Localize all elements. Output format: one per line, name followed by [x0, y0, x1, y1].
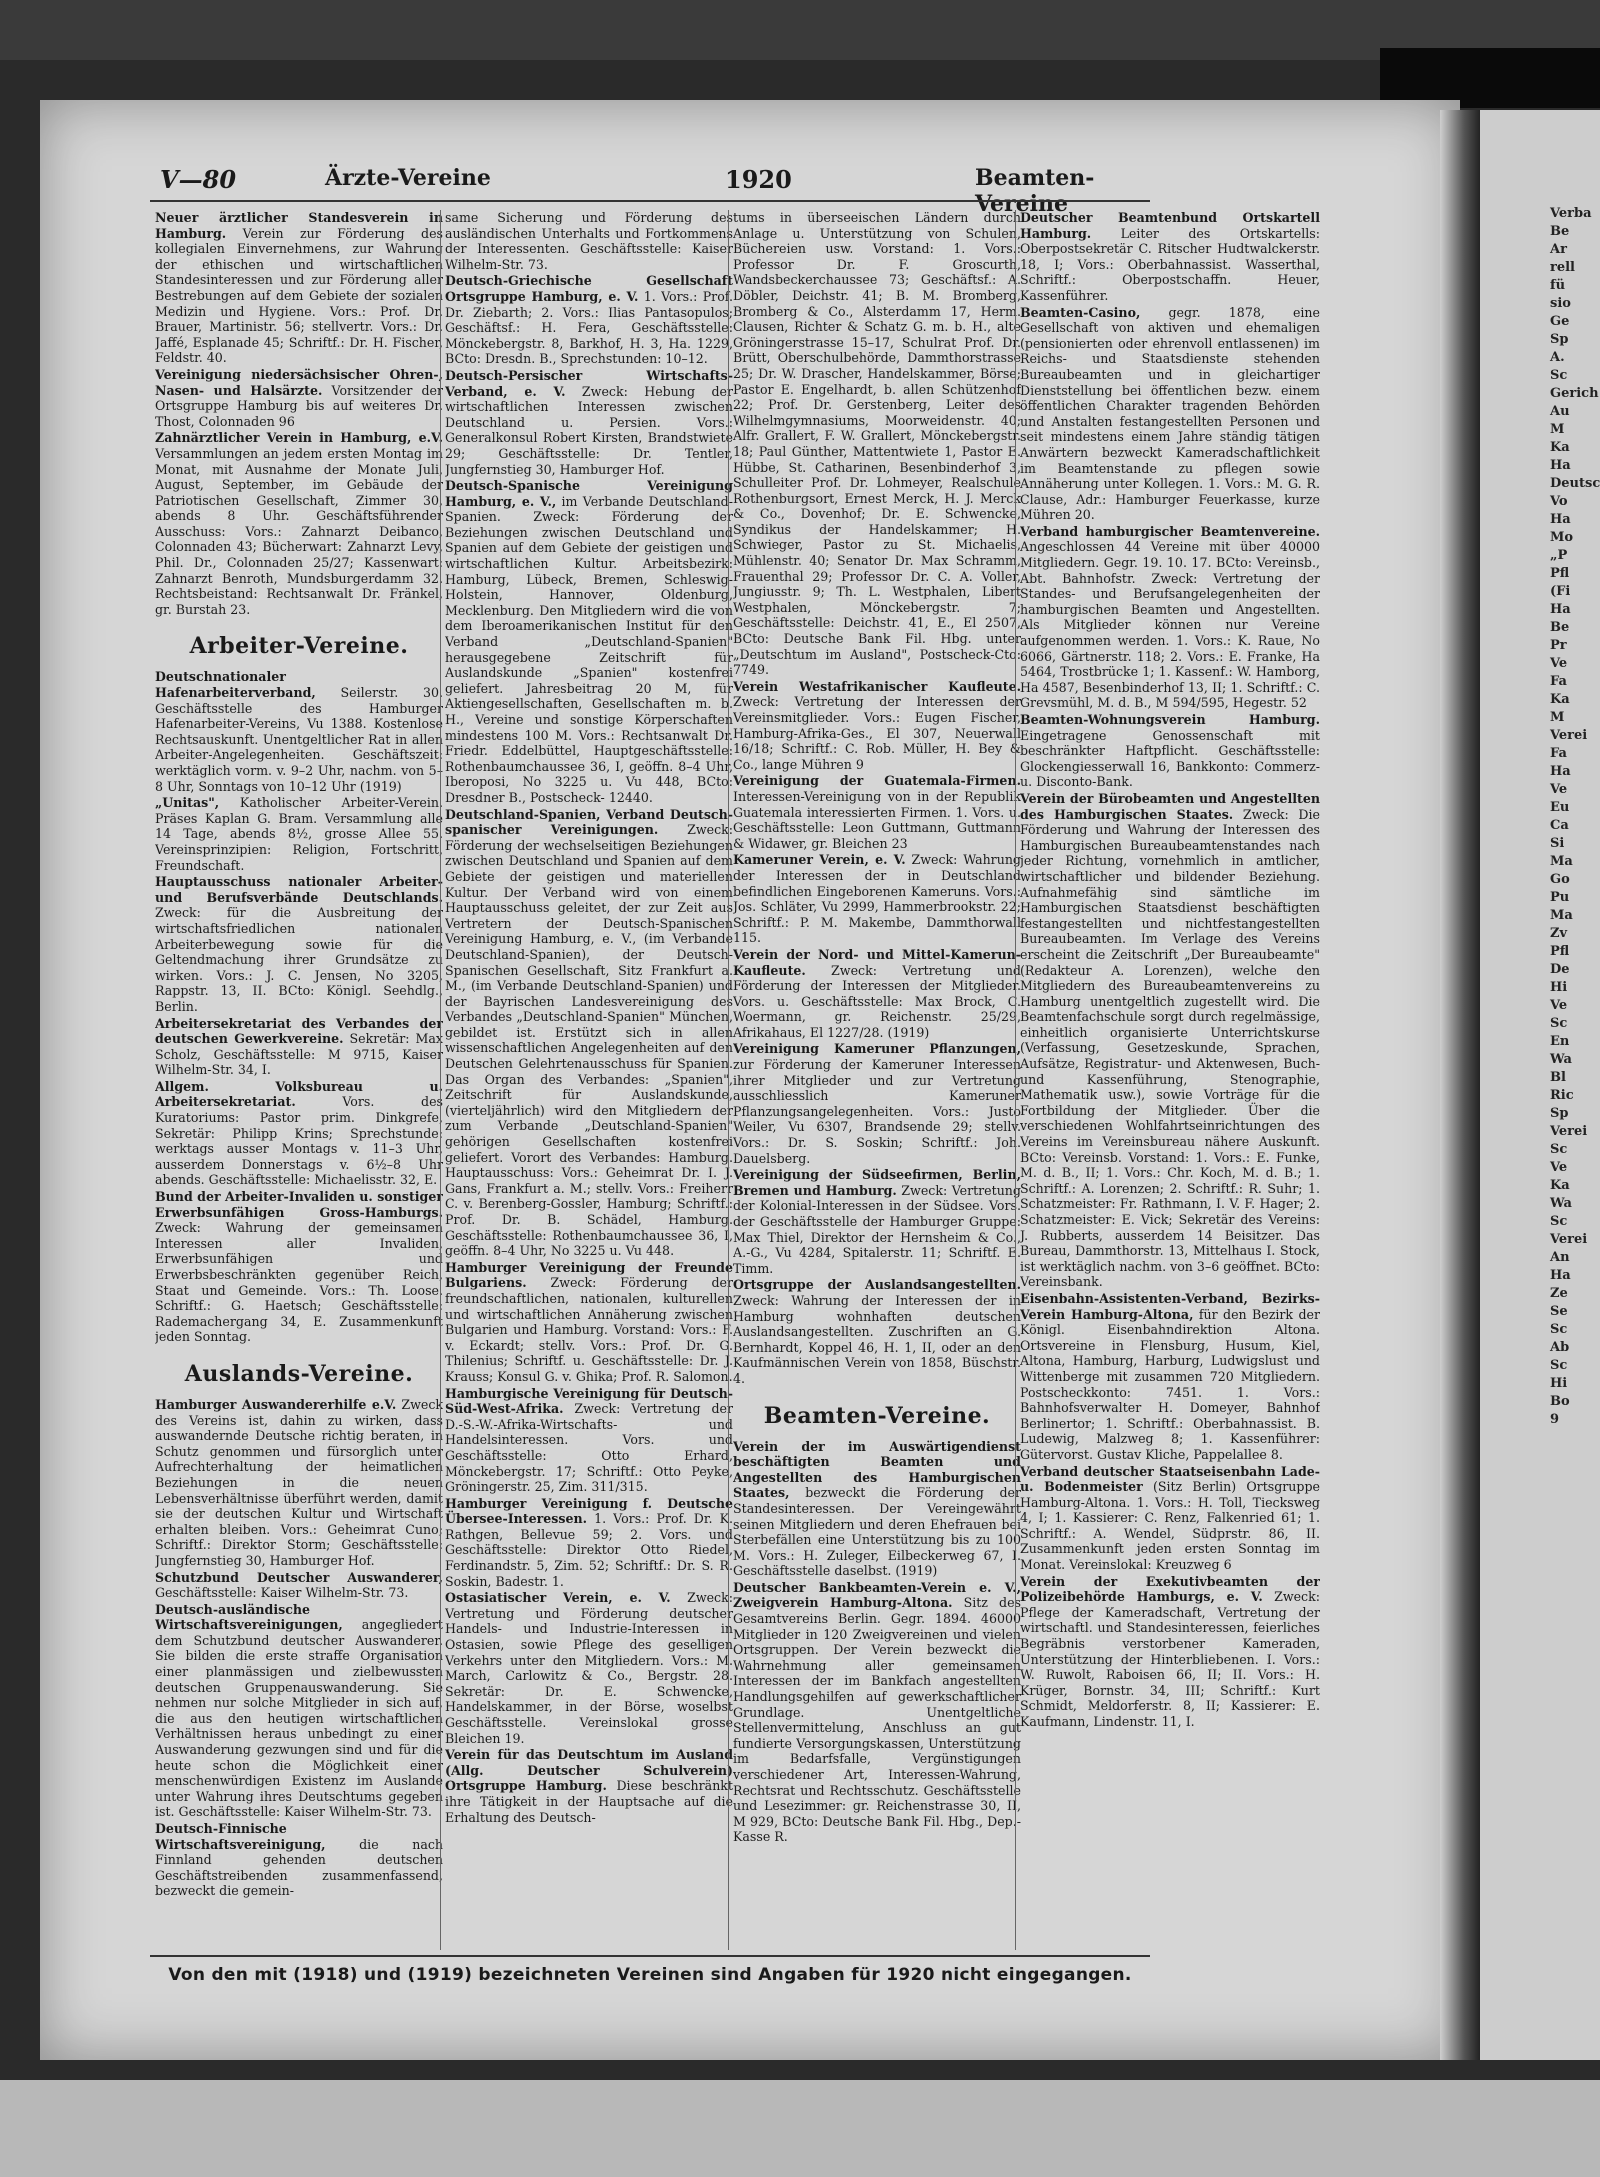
directory-entry — [155, 1821, 443, 1899]
directory-entry — [733, 1580, 1021, 1845]
entry-name: Hamburgische Vereinigung für Deutsch-Süd-West-Afrika. — [445, 1385, 733, 1417]
directory-entry — [1020, 305, 1320, 523]
entry-text: Sitz des Gesamtvereins Berlin. Gegr. 1894. 46000 Mitglieder in 120 Zweigvereinen und vielen Ortsgruppen. Der Verein bezweckt die Wahrnehmung aller gemeinsamen Interessen der im Bankfach angestellten Handlungsgehilfen auf gewerkschaftlicher Grundlage. Unentgeltliche Stellenvermittelung, Anschluss an gut fundierte Versorgungskassen, Unterstützung im Bedarfsfalle, Vergünstigungen verschiedener Art, Interessen-Wahrung, Rechtsrat und Rechtsschutz. Geschäftsstelle und Lesezimmer: gr. Reichenstrasse 30, II, M 929, BCto: Deutsche Bank Fil. Hbg., Dep.-Kasse R. — [733, 1595, 1021, 1845]
entry-name: Vereinigung Kameruner Pflanzungen, — [733, 1041, 1021, 1057]
header-rule — [150, 200, 1150, 202]
entry-text: Zweck: Vertretung und Förderung deutscher Handels- und Industrie-Interessen in Ostasien, sowie Pflege des geselligen Verkehrs unter den Mitgliedern. Vors.: M. March, Carlowitz & Co., Bergstr. 28. Sekretär: Dr. E. Schwencke, Handelskammer, in der Börse, woselbst Geschäftsstelle. Vereinslokal grosse Bleichen 19. — [445, 1590, 733, 1746]
directory-entry — [1020, 1574, 1320, 1730]
directory-entry — [1020, 210, 1320, 304]
scan-dark-corner — [1380, 48, 1600, 108]
entry-name: Eisenbahn-Assistenten-Verband, Bezirks-Verein Hamburg-Altona, — [1020, 1290, 1320, 1322]
year-heading: 1920 — [725, 165, 792, 194]
directory-entry — [445, 273, 733, 367]
directory-entry — [445, 1590, 733, 1746]
entry-text: Diese beschränkt ihre Tätigkeit in der Hauptsache auf die Erhaltung des Deutsch- — [445, 1778, 733, 1825]
entry-text: gegr. 1878, eine Gesellschaft von aktiven und ehemaligen (pensionierten oder ehrenvoll entlassenen) im Reichs- und Staatsdienste stehenden Bureaubeamten und in gleichartiger Dienststellung bei öffentlichen bezw. einem öffentlichen Charakter tragenden Behörden und Anstalten festangestellten Personen und seit mindestens einem Jahre ständig tätigen Anwärtern bezweckt Kameradschaftlichkeit im Beamtenstande zu pflegen sowie Annäherung unter Kollegen. 1. Vors.: M. G. R. Clause, Adr.: Hamburger Feuerkasse, kurze Mühren 20. — [1020, 304, 1320, 523]
directory-entry — [445, 807, 733, 1259]
entry-name: Verein der im Auswärtigendienst beschäftigten Beamten und Angestellten des Hamburgischen Staates, — [733, 1438, 1021, 1501]
directory-entry — [155, 1602, 443, 1820]
entry-text: Zweck: für die Ausbreitung der wirtschaftsfriedlichen nationalen Arbeiterbewegung sowie für die Geltendmachung ihrer Grundsätze zu wirken. Vors.: J. C. Jensen, No 3205, Rappstr. 13, II. BCto: Königl. Seehdlg., Berlin. — [155, 905, 443, 1014]
directory-entry — [445, 210, 733, 272]
entry-text: Zweck: Vertretung der D.-S.-W.-Afrika-Wirtschafts- und Handelsinteressen. Vors. und Geschäftsstelle: Otto Erhard, Mönckebergstr. 17; Schriftf.: Otto Peyke, Gröningerstr. 25, Zim. 311/315. — [445, 1401, 733, 1495]
entry-name: Vereinigung niedersächsischer Ohren-, Nasen- und Halsärzte. — [155, 366, 443, 398]
book-gutter — [1440, 110, 1480, 2060]
entry-name: Hamburger Vereinigung f. Deutsche Übersee-Interessen. — [445, 1495, 733, 1527]
entry-name: Deutsch-Persischer Wirtschafts-Verband, e. V. — [445, 367, 733, 399]
entry-name: Deutsch-Spanische Vereinigung Hamburg, e. V., — [445, 478, 733, 509]
scan-background-bottom — [0, 2080, 1600, 2177]
directory-entry — [1020, 524, 1320, 711]
directory-entry — [733, 679, 1021, 773]
directory-entry — [155, 367, 443, 429]
entry-text: Leiter des Ortskartells: Oberpostsekretär C. Ritscher Hudtwalckerstr. 18, I; Vors.: Oberbahnassist. Wasserthal, Schriftf.: Oberpostschaffn. Heuer, Kassenführer. — [1020, 225, 1320, 303]
directory-entry — [1020, 1291, 1320, 1463]
entry-text: Zweck des Vereins ist, dahin zu wirken, dass auswandernde Deutsche richtig beraten, in Schutz genommen und fürsorglich unter Aufrechterhaltung der heimatlichen Beziehungen in die neuen Lebensverhältnisse überführt werden, damit sie der deutschen Kultur und Wirtschaft erhalten bleiben. Vors.: Geheimrat Cuno; Schriftf.: Direktor Storm; Geschäftsstelle: Jungfernstieg 30, Hamburger Hof. — [155, 1396, 443, 1568]
entry-text: (Sitz Berlin) Ortsgruppe Hamburg-Altona. 1. Vors.: H. Toll, Tiecksweg 4, I; 1. Kassierer: C. Renz, Falkenried 61; 1. Schriftf.: A. Wendel, Südprstr. 86, II. Zusammenkunft jeden ersten Sonntag im Monat. Vereinslokal: Kreuzweg 6 — [1020, 1479, 1320, 1573]
left-running-title: Ärzte-Vereine — [325, 165, 491, 191]
entry-name: Hamburger Auswandererhilfe e.V. — [155, 1396, 397, 1412]
right-running-title: Beamten-Vereine — [975, 165, 1095, 217]
entry-text: Zweck: Vertretung der Interessen der Vereinsmitglieder. Vors.: Eugen Fischer, Hamburg-Afrika-Ges., El 307, Neuerwall 16/18; Schriftf.: C. Rob. Müller, H. Bey & Co., lange Mühren 9 — [733, 694, 1021, 772]
directory-entry — [155, 1189, 443, 1345]
column-2 — [445, 210, 733, 1955]
entry-text: 1. Vors.: Prof. Dr. K. Rathgen, Bellevue 59; 2. Vors. und Geschäftsstelle: Direktor Otto Riedel, Ferdinandstr. 5, Zim. 52; Schriftf.: Dr. S. R. Soskin, Badestr. 1. — [445, 1511, 733, 1589]
directory-entry — [155, 430, 443, 617]
entry-name: Verein der Bürobeamten und Angestellten des Hamburgischen Staates. — [1020, 790, 1320, 822]
directory-entry — [155, 669, 443, 794]
entry-name: Deutsch-ausländische Wirtschaftsvereinigungen, — [155, 1601, 343, 1633]
page-header — [150, 165, 1150, 217]
entry-text: Vors. des Kuratoriums: Pastor prim. Dinkgrefe, Sekretär: Philipp Krins; Sprechstunde: werktags ausser Montags v. 11–3 Uhr, ausserdem Donnerstags v. 6½–8 Uhr abends. Geschäftsstelle: Michaelisstr. 32, E. — [155, 1094, 443, 1188]
directory-entry — [733, 773, 1021, 851]
entry-text: die nach Finnland gehenden deutschen Geschäftstreibenden zusammenfassend, bezweckt die gemein- — [155, 1836, 443, 1899]
entry-name: Deutschland-Spanien, Verband Deutsch-spanischer Vereinigungen. — [445, 806, 733, 838]
entry-name: Verein Westafrikanischer Kaufleute. — [733, 678, 1021, 694]
directory-entry — [1020, 712, 1320, 790]
directory-entry — [445, 1260, 733, 1385]
column-divider — [1015, 210, 1016, 1950]
section-heading: Arbeiter-Vereine. — [189, 633, 409, 660]
entry-text: Zweck: Hebung der wirtschaftlichen Interessen zwischen Deutschland u. Persien. Vors.: Generalkonsul Robert Kirsten, Brandstwiete 29; Geschäftsstelle: Dr. Tentler, Jungfernstieg 30, Hamburger Hof. — [445, 383, 733, 477]
entry-name: Vereinigung der Südseefirmen, Berlin, Bremen und Hamburg. — [733, 1167, 1021, 1198]
entry-text: Zweck: Die Förderung und Wahrung der Interessen des Hamburgischen Bureaubeamtenstandes nach jeder Richtung, vornehmlich in amtlicher, wirtschaftlicher und bildender Beziehung. Aufnahmefähig sind sämtliche im Hamburgischen Staatsdienst beschäftigten festangestellten und nichtfestangestellten Bureaubeamten. Im Verlage des Vereins erscheint die Zeitschrift „Der Bureaubeamte" (Redakteur A. Lorenzen), welche den Mitgliedern des Bureaubeamtenvereins zu Hamburg unentgeltlich zugestellt wird. Die Beamtenfachschule sorgt durch regelmässige, einheitlich organisierte Unterrichtskurse (Verfassung, Gesetzeskunde, Sprachen, Aufsätze, Registratur- und Aktenwesen, Buch- und Kassenführung, Stenographie, Mathematik usw.), sowie Vorträge für die Fortbildung der Mitglieder. Über die verschiedenen Wohlfahrtseinrichtungen des Vereins im Vereinsbureau nähere Auskunft. BCto: Vereinsb. Vorstand: 1. Vors.: E. Funke, M. d. B., II; 1. Vors.: Chr. Koch, M. d. B.; 1. Schriftf.: A. Lorenzen; 2. Schriftf.: R. Suhr; 1. Schatzmeister: Fr. Rathmann, I. V. F. Hager; 2. Schatzmeister: E. Vick; Sekretär des Vereins: J. Rubberts, ausserdem 14 Beisitzer. Das Bureau, Dammthorstr. 13, Mittelhaus I. Stock, ist werktäglich nachm. von 3–6 geöffnet. BCto: Vereinsbank. — [1020, 806, 1320, 1290]
entry-text: Zweck: Wahrung der Interessen der in Hamburg wohnhaften deutschen Auslandsangestellten. Zuschriften an G. Bernhardt, Koppel 46, H. 1, II, oder an den Kaufmännischen Verein von 1858, Büschstr. 4. — [733, 1292, 1021, 1386]
entry-text: Zweck: Förderung der wechselseitigen Beziehungen zwischen Deutschland und Spanien auf dem Gebiete der geistigen und materiellen Kultur. Der Verband wird von einem Hauptausschuss geleitet, der zur Zeit aus Vertretern der Deutsch-Spanischen Vereinigung Hamburg, e. V., (im Verbande Deutschland-Spanien), der Deutsch-Spanischen Gesellschaft, Sitz Frankfurt a. M., (im Verbande Deutschland-Spanien) und der Bayrischen Landesvereinigung des Verbandes „Deutschland-Spanien" München, gebildet ist. Erstützt sich in allen wissenschaftlichen Angelegenheiten auf den Deutschen Gelehrtenausschuss für Spanien. Das Organ des Verbandes: „Spanien", Zeitschrift für Auslandskunde, (vierteljährlich) wird den Mitgliedern der zum Verbande „Deutschland-Spanien" gehörigen Gesellschaften kostenfrei geliefert. Vorort des Verbandes: Hamburg. Hauptausschuss: Vors.: Geheimrat Dr. I. J. Gans, Frankfurt a. M.; stellv. Vors.: Freiherr C. v. Berenberg-Gossler, Hamburg; Schriftf.: Prof. Dr. B. Schädel, Hamburg. Geschäftsstelle: Rothenbaumchaussee 36, I, geöffn. 8–4 Uhr, No 3225 u. Vu 448. — [445, 822, 733, 1259]
entry-text: Zweck: Vertretung der Kolonial-Interessen in der Südsee. Vors. der Geschäftsstelle der Hamburger Gruppe: Max Thiel, Direktor der Hernsheim & Co., A.-G., Vu 4284, Spitalerstr. 11; Schriftf. E. Timm. — [733, 1182, 1021, 1276]
entry-name: Kameruner Verein, e. V. — [733, 852, 906, 868]
directory-entry — [733, 1439, 1021, 1579]
entry-name: Deutsch-Finnische Wirtschaftsvereinigung, — [155, 1821, 326, 1852]
directory-entry — [445, 1496, 733, 1590]
entry-text: Verein zur Förderung des kollegialen Einvernehmens, zur Wahrung der ethischen und wirtschaftlichen Standesinteressen und zur Förderung aller Bestrebungen auf dem Gebiete der sozialen Medizin und Hygiene. Vors.: Prof. Dr. Brauer, Martinistr. 56; stellvertr. Vors.: Dr. Jaffé, Esplanade 45; Schriftf.: Dr. H. Fischer, Feldstr. 40. — [155, 225, 443, 366]
footer-note: Von den mit (1918) und (1919) bezeichneten Vereinen sind Angaben für 1920 nicht eingegangen. — [168, 1965, 1132, 1985]
entry-text: tums in überseeischen Ländern durch Anlage u. Unterstützung von Schulen, Büchereien usw. Vorstand: 1. Vors.: Professor Dr. F. Groscurth, Wandsbeckerchaussee 73; Geschäftsf.: A. Döbler, Deichstr. 41; B. M. Bromberg, Bromberg & Co., Alsterdamm 17, Herm. Clausen, Richter & Schatz G. m. b. H., alte Gröningerstrasse 15–17, Schulrat Prof. Dr. Brütt, Oberschulbehörde, Dammthorstrasse 25; Dr. W. Drascher, Handelskammer, Börse; Pastor E. Engelhardt, b. allen Schützenhof 22; Prof. Dr. Gerstenberg, Leiter des Wilhelmgymnasiums, Moorweidenstr. 40; Alfr. Grallert, F. W. Grallert, Mönckebergstr. 18; Paul Günther, Mattentwiete 1, Pastor E. Hübbe, St. Catharinen, Besenbinderhof 3, Schulleiter Prof. Dr. Lohmeyer, Realschule Rothenburgsort, Ernest Merck, H. J. Merck & Co., Dovenhof; Dr. E. Schwencke, Syndikus der Handelskammer; H. Schwieger, Pastor zu St. Michaelis, Mühlenstr. 40; Senator Dr. Max Schramm, Frauenthal 29; Professor Dr. C. A. Voller, Jungiusstr. 9; Th. L. Westphalen, Libert Westphalen, Mönckebergstr. 7; Geschäftsstelle: Deichstr. 41, E., El 2507, BCto: Deutsche Bank Fil. Hbg. unter „Deutschtum im Ausland", Postscheck-Cto: 7749. — [733, 210, 1021, 678]
entry-name: Deutscher Beamtenbund Ortskartell Hamburg. — [1020, 210, 1320, 241]
directory-entry — [733, 947, 1021, 1041]
directory-entry — [155, 210, 443, 366]
entry-name: Neuer ärztlicher Standesverein in Hamburg. — [155, 210, 443, 241]
entry-name: „Unitas", — [155, 795, 220, 811]
page-number: V—80 — [160, 165, 237, 194]
directory-entry — [445, 1386, 733, 1495]
directory-entry — [155, 1397, 443, 1569]
entry-text: Katholischer Arbeiter-Verein. Präses Kaplan G. Bram. Versammlung alle 14 Tage, abends 8½, grosse Allee 55. Vereinsprinzipien: Religion, Fortschritt, Freundschaft. — [155, 795, 443, 873]
section-heading: Beamten-Vereine. — [763, 1402, 991, 1429]
entry-text: Zweck: Vertretung und Förderung der Interessen der Mitglieder. Vors. u. Geschäftsstelle: Max Brock, C. Woermann, gr. Reichenstr. 25/29, Afrikahaus, El 1227/28. (1919) — [733, 962, 1021, 1040]
entry-name: Deutschnationaler Hafenarbeiterverband, — [155, 669, 316, 701]
entry-name: Deutscher Bankbeamten-Verein e. V., Zweigverein Hamburg-Altona. — [733, 1579, 1021, 1611]
entry-text: same Sicherung und Förderung des ausländischen Unterhalts und Fortkommens der Interessenten. Geschäftsstelle: Kaiser Wilhelm-Str. 73. — [445, 210, 733, 272]
entry-text: Angeschlossen 44 Vereine mit über 40000 Mitgliedern. Gegr. 19. 10. 17. BCto: Vereinsb., Abt. Bahnhofstr. Zweck: Vertretung der Standes- und Berufsangelegenheiten der hamburgischen Beamten und Angestellten. Als Mitglieder können nur Vereine aufgenommen werden. 1. Vors.: K. Raue, No 6066, Gärtnerstr. 118; 2. Vors.: E. Franke, Ha 5464, Trostbrücke 1; 1. Kassenf.: W. Hamborg, Ha 4587, Besenbinderhof 13, II; 1. Schriftf.: C. Grevsmühl, M. d. B., M 594/595, Hegestr. 52 — [1020, 539, 1320, 711]
directory-entry — [445, 368, 733, 477]
entry-text: 1. Vors.: Prof. Dr. Ziebarth; 2. Vors.: Ilias Pantasopulos; Geschäftsf.: H. Fera, Geschäftsstelle: Mönckebergstr. 8, Barkhof, H. 3, Ha. 1229, BCto: Dresdn. B., Sprechstunden: 10–12. — [445, 288, 733, 367]
entry-text: Versammlungen an jedem ersten Montag im Monat, mit Ausnahme der Monate Juli, August, September, im Gebäude der Patriotischen Gesellschaft, Zimmer 30, abends 8 Uhr. Geschäftsführender Ausschuss: Vors.: Zahnarzt Deibanco, Colonnaden 43; Bücherwart: Zahnarzt Levy, Phil. Dr., Colonnaden 25/27; Kassenwart: Zahnarzt Benroth, Mundsburgerdamm 32. Rechtsbeistand: Rechtsanwalt Dr. Fränkel, gr. Burstah 23. — [155, 445, 443, 617]
directory-entry — [733, 852, 1021, 946]
entry-text: angegliedert dem Schutzbund deutscher Auswanderer. Sie bilden die erste straffe Organisation einer planmässigen und zielbewussten deutschen Gruppenauswanderung. Sie nehmen nur solche Mitglieder in sich auf, die aus den heutigen wirtschaftlichen Verhältnissen heraus unbedingt zu einer Auswanderung gezwungen sind und für die heute schon die Möglichkeit einer menschenwürdigen Existenz im Auslande unter Wahrung ihres Deutschtums gegeben ist. Geschäftsstelle: Kaiser Wilhelm-Str. 73. — [155, 1617, 443, 1820]
column-divider — [728, 210, 729, 1950]
entry-name: Verein der Exekutivbeamten der Polizeibehörde Hamburgs, e. V. — [1020, 1573, 1320, 1605]
column-1 — [155, 210, 443, 1955]
entry-text: für den Bezirk der Königl. Eisenbahndirektion Altona. Ortsvereine in Flensburg, Husum, Kiel, Altona, Hamburg, Harburg, Ludwigslust und Wittenberge mit zusammen 720 Mitgliedern. Postscheckkonto: 7451. 1. Vors.: Bahnhofsverwalter H. Domeyer, Bahnhof Berlinertor; 1. Schriftf.: Oberbahnassist. B. Ludewig, Malzweg 8; 1. Kassenführer: Gütervorst. Gustav Kliche, Pappelallee 8. — [1020, 1306, 1320, 1462]
directory-entry — [1020, 1464, 1320, 1573]
entry-text: im Verbande Deutschland-Spanien. Zweck: Förderung der Beziehungen zwischen Deutschland und Spanien auf dem Gebiete der geistigen und wirtschaftlichen Kultur. Arbeitsbezirk: Hamburg, Lübeck, Bremen, Schleswig-Holstein, Hannover, Oldenburg, Mecklenburg. Den Mitgliedern wird die von dem Iberoamerikanischen Institut für den Verband „Deutschland-Spanien" herausgegebene Zeitschrift für Auslandskunde „Spanien" kostenfrei geliefert. Jahresbeitrag 20 M, für Aktiengesellschaften, Gesellschaften m. b. H., Vereine und sonstige Körperschaften mindestens 100 M. Vors.: Rechtsanwalt Dr. Friedr. Eddelbüttel, Hauptgeschäftsstelle: Rothenbaumchaussee 36, I, geöffn. 8–4 Uhr, Iberoposi, No 3225 u. Vu 448, BCto: Dresdner B., Postscheck- 12440. — [445, 493, 733, 805]
entry-name: Verein für das Deutschtum im Ausland (Allg. Deutscher Schulverein) Ortsgruppe Hamburg. — [445, 1747, 733, 1794]
next-page-edge — [1480, 110, 1600, 2060]
entry-name: Allgem. Volksbureau u. Arbeitersekretariat. — [155, 1078, 443, 1110]
scan-background-top — [0, 0, 1600, 60]
directory-entry — [445, 1747, 733, 1825]
entry-name: Bund der Arbeiter-Invaliden u. sonstiger Erwerbsunfähigen Gross-Hamburgs. — [155, 1189, 443, 1220]
directory-entry — [155, 1079, 443, 1188]
entry-text: zur Förderung der Kameruner Interessen ihrer Mitglieder und zur Vertretung ausschliesslich Kameruner Pflanzungsangelegenheiten. Vors.: Justo Weiler, Vu 6307, Brandsende 29; stellv. Vors.: Dr. S. Soskin; Schriftf.: Joh. Dauelsberg. — [733, 1057, 1021, 1166]
entry-text: Zweck: Förderung der freundschaftlichen, nationalen, kulturellen und wirtschaftlichen Annäherung zwischen Bulgarien und Hamburg. Vorstand: Vors.: F. v. Eckardt; stellv. Vors.: Prof. Dr. G. Thilenius; Schriftf. u. Geschäftsstelle: Dr. J. Krauss; Konsul G. v. Ghika; Prof. R. Salomon. — [445, 1275, 733, 1384]
entry-name: Beamten-Wohnungsverein Hamburg. — [1020, 712, 1320, 727]
entry-name: Ostasiatischer Verein, e. V. — [445, 1590, 671, 1606]
directory-entry — [1020, 791, 1320, 1290]
entry-name: Ortsgruppe der Auslandsangestellten. — [733, 1277, 1021, 1293]
entry-name: Deutsch-Griechische Gesellschaft Ortsgruppe Hamburg, e. V. — [445, 273, 733, 304]
entry-text: Vorsitzender der Ortsgruppe Hamburg bis auf weiteres Dr. Thost, Colonnaden 96 — [155, 382, 443, 429]
column-3 — [733, 210, 1021, 1955]
directory-entry — [445, 478, 733, 805]
entry-text: Interessen-Vereinigung von in der Republik Guatemala interessierten Firmen. 1. Vors. u. Geschäftsstelle: Leon Guttmann, Guttmann & Widawer, gr. Bleichen 23 — [733, 788, 1021, 851]
entry-name: Beamten-Casino, — [1020, 304, 1141, 320]
entry-text: Zweck: Wahrung der Interessen der in Deutschland befindlichen Eingeborenen Kameruns. Vors.: Jos. Schläter, Vu 2999, Hammerbrookstr. 22; Schriftf.: P. M. Makembe, Dammthorwall 115. — [733, 852, 1021, 946]
directory-entry — [733, 1167, 1021, 1276]
section-heading: Auslands-Vereine. — [184, 1360, 414, 1387]
entry-text: Eingetragene Genossenschaft mit beschränkter Haftpflicht. Geschäftsstelle: Glockengiesserwall 16, Bankkonto: Commerz- u. Disconto-Bank. — [1020, 727, 1320, 790]
entry-text: Zweck: Pflege der Kameradschaft, Vertretung der wirtschaftl. und Standesinteressen, feierliches Begräbnis verstorbener Kameraden, Unterstützung der Hinterbliebenen. I. Vors.: W. Ruwolt, Raboisen 66, II; II. Vors.: H. Krüger, Bornstr. 34, III; Schriftf.: Kurt Schmidt, Meldorferstr. 8, II; Kassierer: E. Kaufmann, Lindenstr. 11, I. — [1020, 1589, 1320, 1729]
entry-text: Sekretär: Max Scholz, Geschäftsstelle: M 9715, Kaiser Wilhelm-Str. 34, I. — [155, 1031, 443, 1078]
entry-text: Geschäftsstelle: Kaiser Wilhelm-Str. 73. — [155, 1585, 409, 1601]
directory-entry — [733, 1277, 1021, 1386]
entry-name: Zahnärztlicher Verein in Hamburg, e.V. — [155, 430, 443, 446]
entry-text: bezweckt die Förderung der Standesinteressen. Der Vereingewährt seinen Mitgliedern und deren Ehefrauen bei Sterbefällen eine Unterstützung bis zu 100 M. Vors.: H. Zuleger, Eilbeckerweg 67, I. Geschäftsstelle daselbst. (1919) — [733, 1485, 1021, 1579]
directory-entry — [733, 210, 1021, 678]
directory-entry — [155, 1570, 443, 1601]
directory-entry — [155, 874, 443, 1014]
entry-name: Hamburger Vereinigung der Freunde Bulgariens. — [445, 1259, 733, 1291]
next-page-text-fragments: Verba Be Ar rell fü sio Ge Sp A. Sc Gerich Au M Ka Ha Deutsc Vo Ha Mo „P Pfl (Fi Ha Be Pr Ve Fa Ka M Verei Fa Ha Ve Eu Ca Si Ma Go Pu Ma Zv Pfl De Hi Ve Sc En Wa Bl Ric Sp Verei Sc Ve Ka Wa Sc Verei An Ha Ze Se Sc Ab Sc Hi Bo 9 — [1550, 206, 1600, 1427]
entry-name: Vereinigung der Guatemala-Firmen. — [733, 773, 1021, 789]
entry-text: Seilerstr. 30. Geschäftsstelle des Hamburger Hafenarbeiter-Vereins, Vu 1388. Kostenlose Rechtsauskunft. Unentgeltlicher Rat in allen Arbeiter-Angelegenheiten. Geschäftszeit: werktäglich vorm. v. 9–2 Uhr, nachm. von 5–8 Uhr, Sonntags von 10–12 Uhr (1919) — [155, 685, 443, 794]
directory-entry — [155, 795, 443, 873]
column-divider — [440, 210, 441, 1950]
entry-name: Verein der Nord- und Mittel-Kamerun-Kaufleute. — [733, 946, 1021, 978]
entry-name: Schutzbund Deutscher Auswanderer, — [155, 1569, 443, 1585]
entry-name: Verband deutscher Staatseisenbahn Lade- u. Bodenmeister — [1020, 1463, 1320, 1495]
column-4 — [1020, 210, 1320, 1955]
directory-entry — [155, 1016, 443, 1078]
directory-entry — [733, 1041, 1021, 1166]
entry-name: Arbeitersekretariat des Verbandes der deutschen Gewerkvereine. — [155, 1015, 443, 1047]
entry-name: Hauptausschuss nationaler Arbeiter- und Berufsverbände Deutschlands. — [155, 874, 443, 905]
footer-rule — [150, 1955, 1150, 1957]
entry-text: Zweck: Wahrung der gemeinsamen Interessen aller Invaliden, Erwerbsunfähigen und Erwerbsbeschränkten gegenüber Reich, Staat und Gemeinde. Vors.: Th. Loose. Schriftf.: G. Haetsch; Geschäftsstelle: Rademachergang 34, E. Zusammenkunft jeden Sonntag. — [155, 1220, 443, 1345]
entry-name: Verband hamburgischer Beamtenvereine. — [1020, 523, 1320, 539]
